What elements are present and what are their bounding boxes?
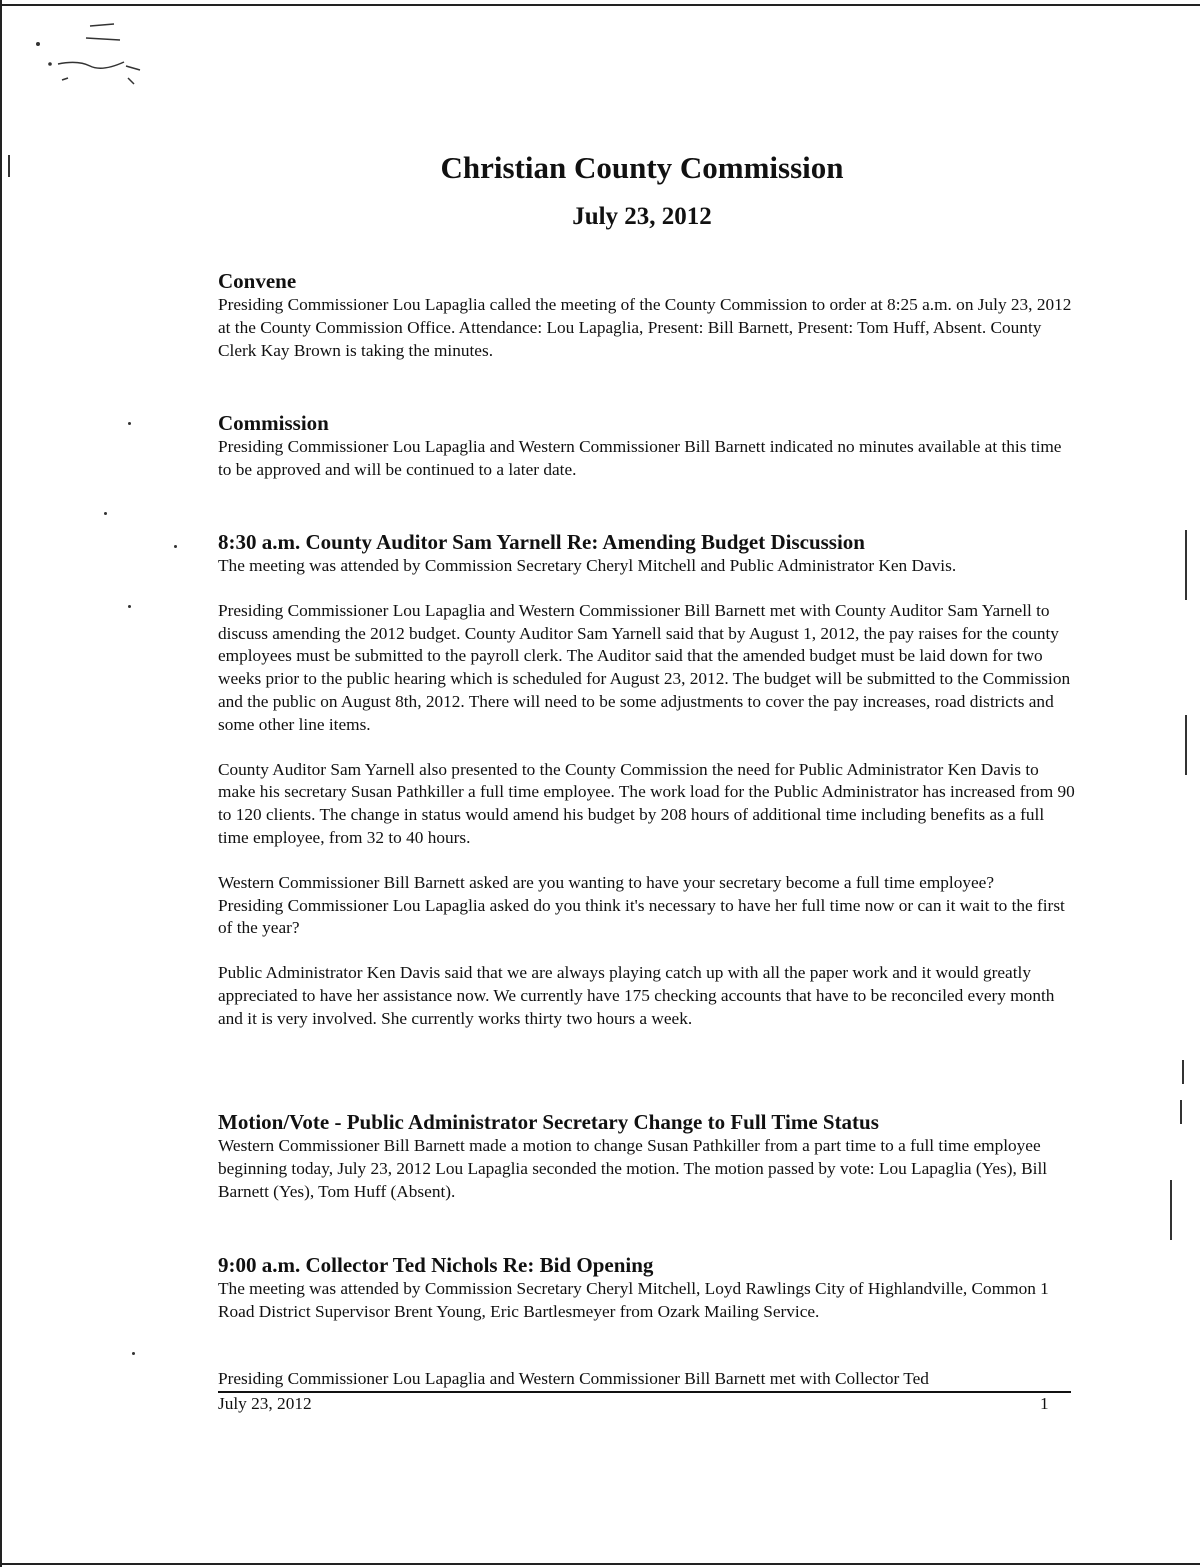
paragraph: The meeting was attended by Commission Secretary Cheryl Mitchell and Public Administrator Ken Davis. <box>218 556 957 575</box>
paragraph: Presiding Commissioner Lou Lapaglia asked do you think it's necessary to have her full time now or can it wait to the first of the year? <box>218 895 1065 938</box>
scan-speck <box>104 512 107 515</box>
section-heading: 8:30 a.m. County Auditor Sam Yarnell Re: Amending Budget Discussion <box>218 530 865 554</box>
section-collector-bid-opening <box>218 1252 1078 1324</box>
paragraph: Presiding Commissioner Lou Lapaglia called the meeting of the County Commission to order at 8:25 a.m. on July 23, 2012 at the County Commission Office. Attendance: Lou Lapaglia, Present: Bill Barnett, Present: Tom Huff, Absent. County Clerk Kay Brown is taking the minutes. <box>218 295 1072 360</box>
scan-speck <box>132 1352 135 1355</box>
scan-border-left <box>0 0 2 1567</box>
scan-mark <box>1185 715 1187 775</box>
scan-speck <box>128 605 131 608</box>
paragraph: Western Commissioner Bill Barnett asked are you wanting to have your secretary become a full time employee? <box>218 872 995 892</box>
footer-date: July 23, 2012 <box>218 1394 312 1413</box>
section-auditor-budget <box>218 529 1078 1031</box>
paragraph: The meeting was attended by Commission Secretary Cheryl Mitchell, Loyd Rawlings City of Highlandville, Common 1 Road District Supervisor Brent Young, Eric Bartlesmeyer from Ozark Mailing Service. <box>218 1279 1049 1321</box>
scan-border-top <box>0 4 1200 6</box>
scan-noise-marks <box>28 18 158 98</box>
paragraph: Presiding Commissioner Lou Lapaglia and Western Commissioner Bill Barnett indicated no minutes available at this time to be approved and will be continued to a later date. <box>218 437 1062 479</box>
page-number: 1 <box>1040 1394 1049 1413</box>
continued-paragraph: Presiding Commissioner Lou Lapaglia and Western Commissioner Bill Barnett met with Collector Ted <box>218 1369 929 1388</box>
document-date: July 23, 2012 <box>572 203 712 230</box>
scan-mark <box>1182 1060 1184 1084</box>
paragraph: Presiding Commissioner Lou Lapaglia and Western Commissioner Bill Barnett met with County Auditor Sam Yarnell to discuss amending the 2012 budget. County Auditor Sam Yarnell said that by August 1, 2012, the pay raises for the county employees must be submitted to the payroll clerk. The Auditor said that the amended budget must be laid down for two weeks prior to the public hearing which is scheduled for August 23, 2012. The budget will be submitted to the Commission and the public on August 8th, 2012. There will need to be some adjustments to cover the pay increases, road districts and some other line items. <box>218 600 1071 734</box>
section-convene <box>218 268 1078 362</box>
section-heading: Commission <box>218 411 329 435</box>
section-heading: 9:00 a.m. Collector Ted Nichols Re: Bid Opening <box>218 1253 654 1277</box>
section-heading: Motion/Vote - Public Administrator Secretary Change to Full Time Status <box>218 1110 879 1134</box>
scan-mark <box>1185 530 1187 600</box>
scan-border-bottom <box>0 1563 1200 1565</box>
footer-divider <box>218 1391 1071 1393</box>
paragraph: Western Commissioner Bill Barnett made a motion to change Susan Pathkiller from a part time to a full time employee beginning today, July 23, 2012 Lou Lapaglia seconded the motion. The motion passed by vote: Lou Lapaglia (Yes), Bill Barnett (Yes), Tom Huff (Absent). <box>218 1136 1048 1201</box>
scan-speck <box>128 422 131 425</box>
scan-mark <box>1170 1180 1172 1240</box>
section-heading: Convene <box>218 269 297 293</box>
paragraph: County Auditor Sam Yarnell also presented to the County Commission the need for Public Administrator Ken Davis to make his secretary Susan Pathkiller a full time employee. The work load for the Public Administrator has increased from 90 to 120 clients. The change in status would amend his budget by 208 hours of additional time including benefits as a full time employee, from 32 to 40 hours. <box>218 759 1075 847</box>
scan-mark <box>1180 1100 1182 1124</box>
section-commission <box>218 410 1078 482</box>
scan-speck <box>174 545 177 548</box>
section-motion-vote <box>218 1109 1078 1203</box>
document-title: Christian County Commission <box>440 150 844 185</box>
paragraph: Public Administrator Ken Davis said that we are always playing catch up with all the paper work and it would greatly appreciated to have her assistance now. We currently have 175 checking accounts that have to be reconciled every month and it is very involved. She currently works thirty two hours a week. <box>218 963 1055 1028</box>
